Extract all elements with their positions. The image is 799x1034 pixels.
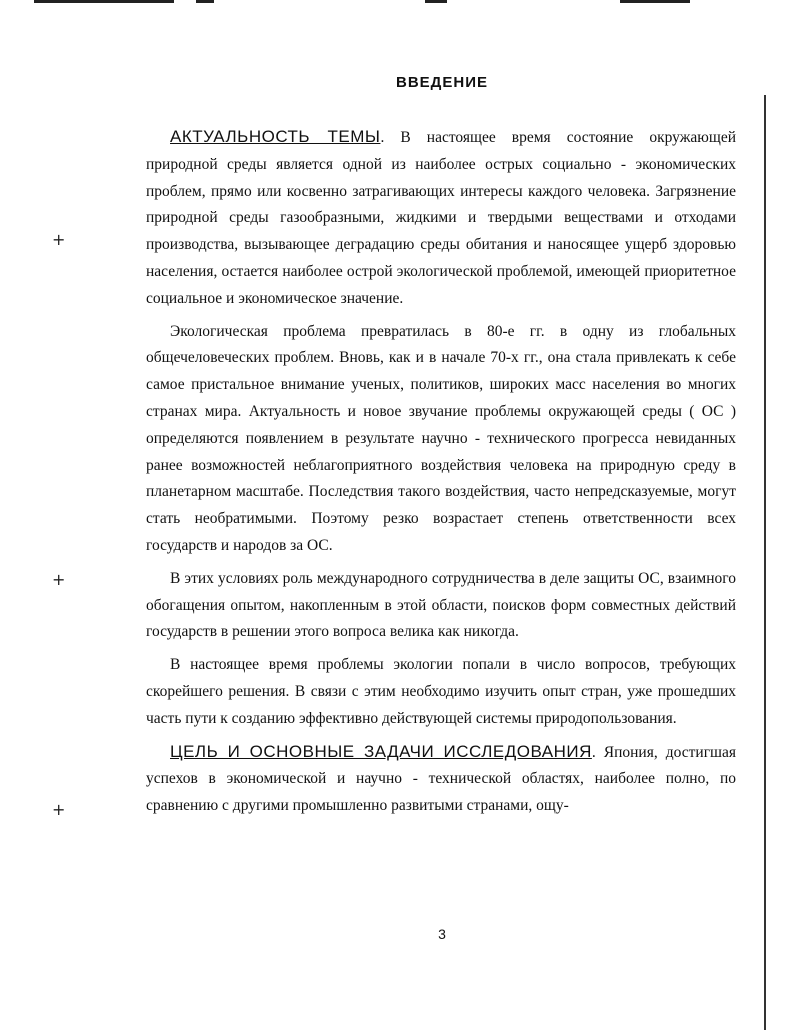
- margin-mark: +: [52, 800, 66, 819]
- scan-edge-mark: [34, 0, 174, 3]
- margin-mark: +: [52, 230, 66, 249]
- paragraph-text: В этих условиях роль международного сотрудничества в деле защиты ОС, взаимного обогащения опытом, накопленным в этой области, поисков форм совместных действий государств в решении этого вопроса велика как никогда.: [146, 569, 736, 641]
- paragraph-text: Экологическая проблема превратилась в 80-е гг. в одну из глобальных общечеловеческих проблем. Вновь, как и в начале 70-х гг., она стала привлекать к себе самое пристальное внимание ученых, политиков, широких масс населения во многих странах мира. Актуальность и новое звучание проблемы окружающей среды ( ОС ) определяются появлением в результате научно - технического прогресса невиданных ранее возможностей неблагоприятного воздействия человека на природную среду в планетарном масштабе. Последствия такого воздействия, часто непредсказуемые, могут стать необратимыми. Поэтому резко возрастает степень ответственности всех государств и народов за ОС.: [146, 322, 736, 554]
- paragraph: [146, 739, 736, 820]
- margin-mark: +: [52, 570, 66, 589]
- section-heading: ЦЕЛЬ И ОСНОВНЫЕ ЗАДАЧИ ИССЛЕДОВАНИЯ: [170, 741, 592, 761]
- scan-edge-mark: [196, 0, 214, 3]
- paragraph: [146, 319, 736, 560]
- page-title: ВВЕДЕНИЕ: [396, 74, 488, 91]
- paragraph: [146, 566, 736, 646]
- scan-edge-mark: [620, 0, 690, 3]
- paragraph: [146, 124, 736, 313]
- paragraph-text: . В настоящее время состояние окружающей природной среды является одной из наиболее острых социально - экономических проблем, прямо или косвенно затрагивающих интересы каждого человека. Загрязнение природной среды газообразными, жидкими и твердыми веществами и отходами производства, вызывающее деградацию среды обитания и наносящее ущерб здоровью населения, остается наиболее острой экологической проблемой, имеющей приоритетное социальное и экономическое значение.: [146, 129, 736, 307]
- scan-edge-line: [764, 95, 766, 1030]
- body-text: [146, 124, 736, 826]
- section-heading: АКТУАЛЬНОСТЬ ТЕМЫ: [170, 127, 381, 146]
- paragraph: [146, 652, 736, 732]
- scan-edge-mark: [425, 0, 447, 3]
- paragraph-text: В настоящее время проблемы экологии попали в число вопросов, требующих скорейшего решения. В связи с этим необходимо изучить опыт стран, уже прошедших часть пути к созданию эффективно действующей системы природопользования.: [146, 656, 736, 727]
- page-number: 3: [438, 926, 446, 942]
- paragraph-text: . Япония, достигшая успехов в экономической и научно - технической областях, наиболее полно, по сравнению с другими промышленно развитыми странами, ощу-: [146, 743, 736, 815]
